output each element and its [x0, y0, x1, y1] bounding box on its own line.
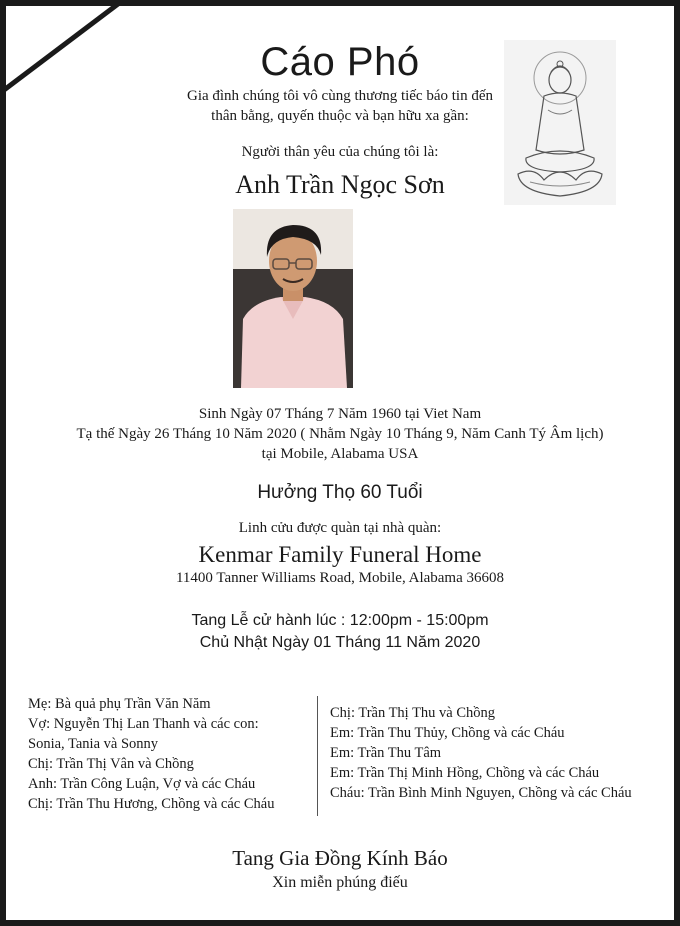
service-date: Chủ Nhật Ngày 01 Tháng 11 Năm 2020	[199, 634, 481, 651]
family-divider	[317, 696, 318, 816]
family-member: Chị: Trần Thị Vân và Chồng	[28, 756, 194, 772]
portrait-photo	[233, 209, 353, 388]
death-line: Tạ thế Ngày 26 Tháng 10 Năm 2020 ( Nhằm Ngày 10 Tháng 9, Năm Canh Tý Âm lịch)	[76, 426, 604, 442]
buddha-icon	[504, 40, 616, 205]
family-member: Em: Trần Thu Thủy, Chồng và các Cháu	[330, 725, 565, 741]
family-list-left	[28, 694, 328, 814]
deceased-name: Anh Trần Ngọc Sơn	[235, 170, 445, 199]
birth-death-info	[6, 404, 674, 464]
family-member: Cháu: Trần Bình Minh Nguyen, Chồng và các Cháu	[330, 785, 632, 801]
family-member: Sonia, Tania và Sonny	[28, 736, 159, 752]
funeral-home-address: 11400 Tanner Williams Road, Mobile, Alabama 36608	[175, 570, 505, 586]
death-place-line: tại Mobile, Alabama USA	[261, 446, 419, 462]
intro-line: thân bằng, quyến thuộc và bạn hữu xa gần:	[211, 108, 469, 124]
family-list-right	[330, 703, 670, 803]
intro-line: Gia đình chúng tôi vô cùng thương tiếc báo tin đến	[186, 88, 493, 104]
service-info	[6, 610, 674, 654]
service-time: Tang Lễ cử hành lúc : 12:00pm - 15:00pm	[191, 612, 489, 629]
family-member: Vợ: Nguyễn Thị Lan Thanh và các con:	[28, 716, 259, 732]
family-member: Chị: Trần Thị Thu và Chồng	[330, 705, 496, 721]
funeral-home-name: Kenmar Family Funeral Home	[198, 542, 482, 567]
age-line: Hưởng Thọ 60 Tuổi	[257, 482, 423, 503]
birth-line: Sinh Ngày 07 Tháng 7 Năm 1960 tại Viet Nam	[198, 406, 482, 422]
family-member: Mẹ: Bà quả phụ Trần Văn Năm	[28, 696, 211, 712]
page-title: Cáo Phó	[260, 40, 420, 84]
no-flowers-line: Xin miễn phúng điếu	[272, 874, 408, 891]
family-member: Anh: Trần Công Luận, Vợ và các Cháu	[28, 776, 256, 792]
closing-line: Tang Gia Đồng Kính Báo	[232, 846, 448, 870]
family-member: Em: Trần Thị Minh Hồng, Chồng và các Cháu	[330, 765, 600, 781]
subhead: Người thân yêu của chúng tôi là:	[241, 144, 439, 160]
family-member: Em: Trần Thu Tâm	[330, 745, 442, 761]
family-member: Chị: Trần Thu Hương, Chồng và các Cháu	[28, 796, 275, 812]
viewing-label: Linh cửu được quàn tại nhà quàn:	[238, 520, 442, 536]
